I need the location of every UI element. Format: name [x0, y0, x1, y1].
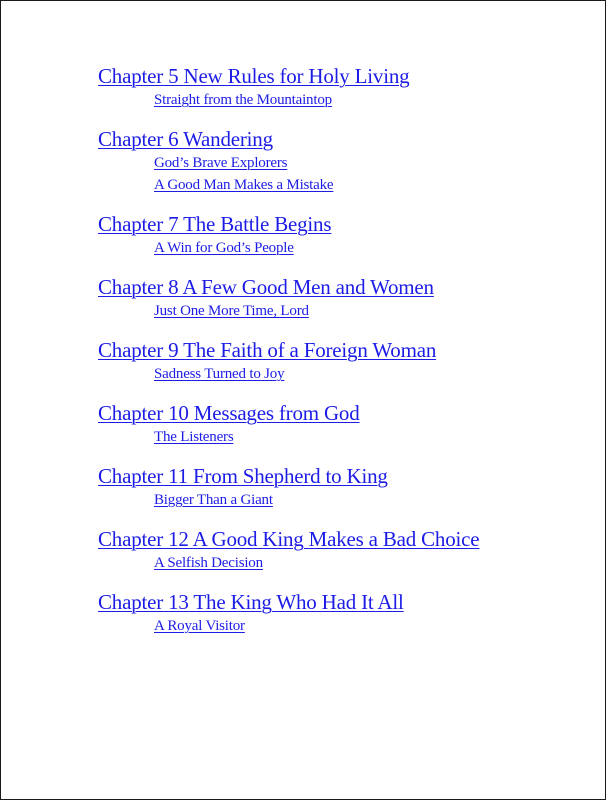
- chapter-13-link[interactable]: Chapter 13 The King Who Had It All: [98, 590, 404, 614]
- chapter-6-link[interactable]: Chapter 6 Wandering: [98, 127, 273, 151]
- section-link-straight-from-the-mountaintop[interactable]: Straight from the Mountaintop: [154, 92, 332, 108]
- section-link-a-win-for-gods-people[interactable]: A Win for God’s People: [154, 240, 294, 256]
- section-link-the-listeners[interactable]: The Listeners: [154, 429, 234, 445]
- chapter-8-sections: [154, 300, 588, 322]
- chapter-5-sections: [154, 89, 588, 111]
- chapter-5-link[interactable]: Chapter 5 New Rules for Holy Living: [98, 64, 410, 88]
- chapter-entry-9: [98, 337, 588, 385]
- section-link-a-royal-visitor[interactable]: A Royal Visitor: [154, 618, 245, 634]
- chapter-8-link[interactable]: Chapter 8 A Few Good Men and Women: [98, 275, 434, 299]
- chapter-entry-12: [98, 526, 588, 574]
- chapter-7-sections: [154, 237, 588, 259]
- chapter-entry-7: [98, 211, 588, 259]
- chapter-entry-6: [98, 126, 588, 196]
- section-link-a-good-man-makes-a-mistake[interactable]: A Good Man Makes a Mistake: [154, 177, 334, 193]
- chapter-11-sections: [154, 489, 588, 511]
- chapter-13-sections: [154, 615, 588, 637]
- chapter-9-sections: [154, 363, 588, 385]
- chapter-entry-5: [98, 63, 588, 111]
- chapter-entry-11: [98, 463, 588, 511]
- chapter-12-sections: [154, 552, 588, 574]
- section-link-sadness-turned-to-joy[interactable]: Sadness Turned to Joy: [154, 366, 285, 382]
- section-link-a-selfish-decision[interactable]: A Selfish Decision: [154, 555, 263, 571]
- chapter-10-sections: [154, 426, 588, 448]
- section-link-just-one-more-time-lord[interactable]: Just One More Time, Lord: [154, 303, 309, 319]
- chapter-entry-10: [98, 400, 588, 448]
- chapter-entry-13: [98, 589, 588, 637]
- chapter-12-link[interactable]: Chapter 12 A Good King Makes a Bad Choice: [98, 527, 480, 551]
- chapter-10-link[interactable]: Chapter 10 Messages from God: [98, 401, 360, 425]
- section-link-bigger-than-a-giant[interactable]: Bigger Than a Giant: [154, 492, 273, 508]
- chapter-entry-8: [98, 274, 588, 322]
- chapter-7-link[interactable]: Chapter 7 The Battle Begins: [98, 212, 332, 236]
- chapter-11-link[interactable]: Chapter 11 From Shepherd to King: [98, 464, 388, 488]
- chapter-9-link[interactable]: Chapter 9 The Faith of a Foreign Woman: [98, 338, 437, 362]
- chapter-6-sections: [154, 152, 588, 196]
- table-of-contents: [98, 63, 588, 652]
- section-link-gods-brave-explorers[interactable]: God’s Brave Explorers: [154, 155, 288, 171]
